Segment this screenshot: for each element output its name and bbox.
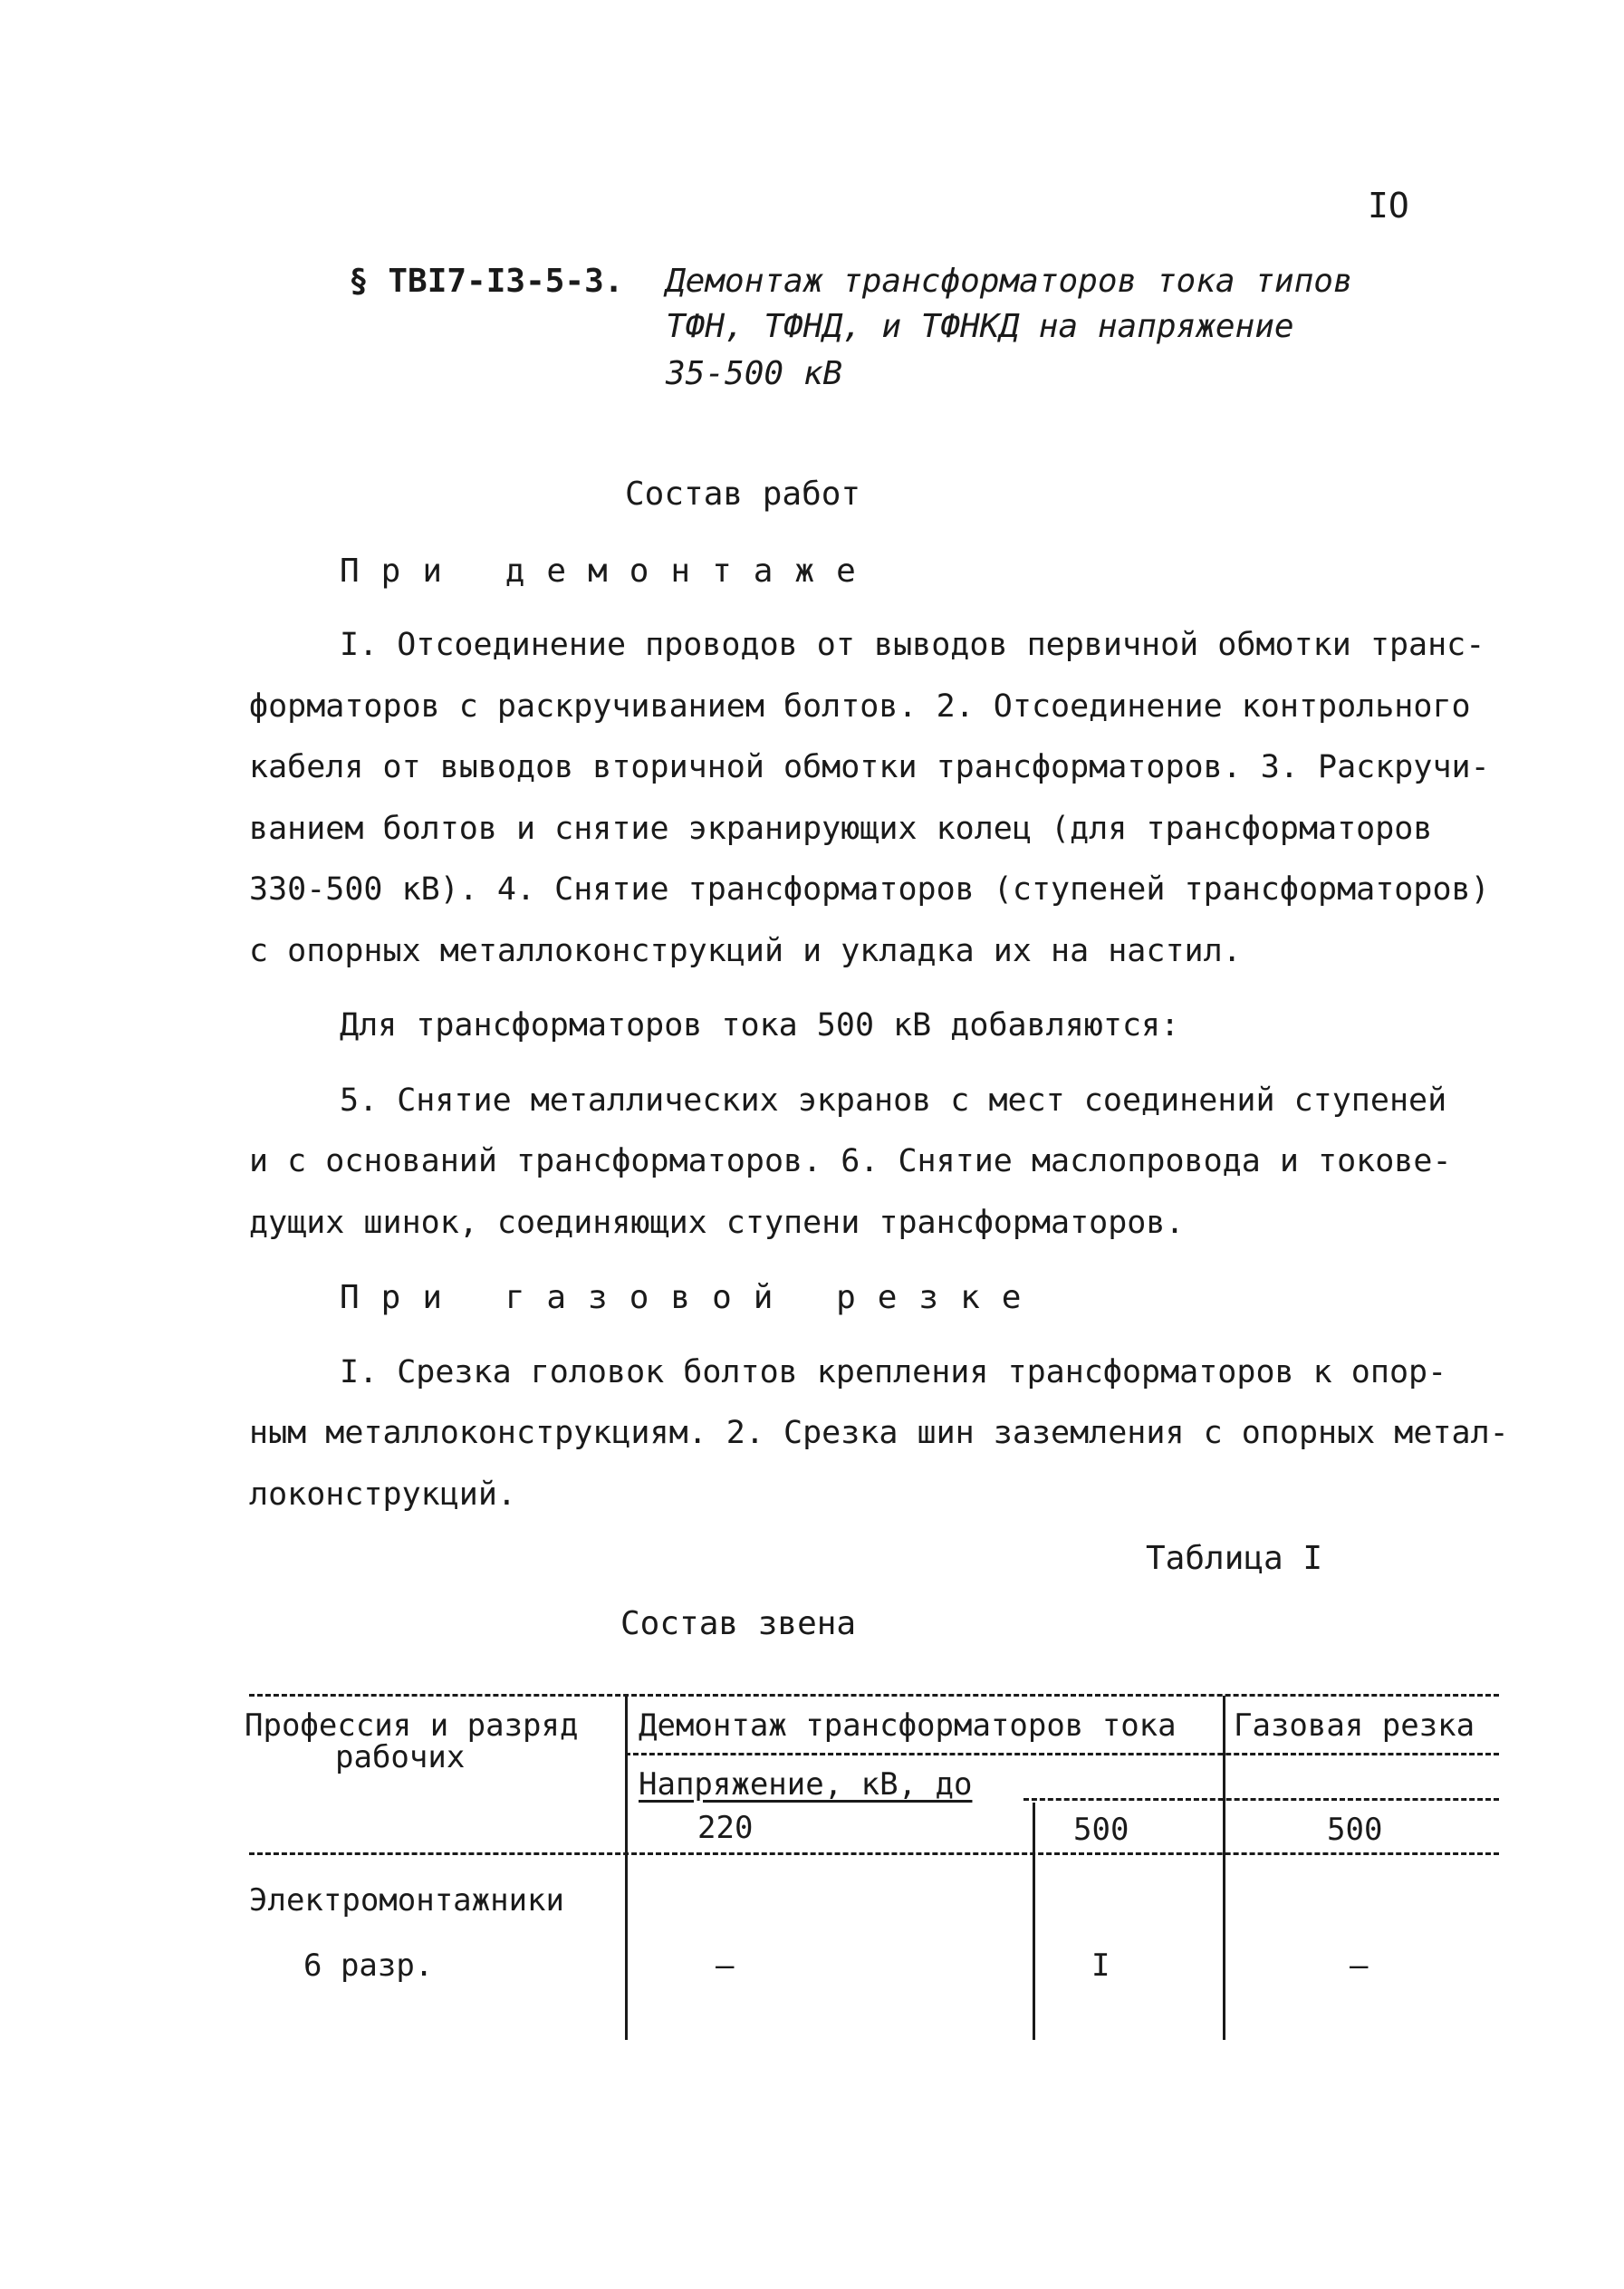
voltage-500-gas: 500 [1327,1812,1383,1848]
table-label: Таблица I [1146,1540,1323,1577]
dismantling-line-4: ванием болтов и снятие экранирующих колец (для трансформаторов [249,811,1433,847]
table-col-divider-1 [625,1696,628,2040]
voltage-500-dismantling: 500 [1073,1812,1129,1848]
dismantling-line-3: кабеля от выводов вторичной обмотки трансформаторов. 3. Раскручи- [249,749,1490,785]
header-gas-cutting: Газовая резка [1234,1707,1475,1744]
table-col-divider-3 [1223,1696,1225,2040]
dismantling-extra-line-2: и с оснований трансформаторов. 6. Снятие маслопровода и токове- [249,1143,1452,1179]
section-code: § ТВI7-I3-5-3. [349,263,624,300]
gas-cutting-subheading: При газовой резке [340,1279,1043,1316]
page-number: IO [1368,186,1409,226]
header-voltage: Напряжение, кВ, до [639,1766,973,1803]
gas-cutting-line-1: I. Срезка головок болтов крепления трансформаторов к опор- [340,1354,1447,1390]
dismantling-line-1: I. Отсоединение проводов от выводов первичной обмотки транс- [340,627,1485,663]
header-dismantling: Демонтаж трансформаторов тока [639,1707,1177,1744]
table-rule-voltage-right [1023,1798,1499,1801]
table-rule-under-dismantling [625,1753,1499,1755]
dismantling-extra-line-3: дущих шинок, соединяющих ступени трансформаторов. [249,1205,1185,1241]
section-title-line-3: 35-500 кВ [666,355,843,392]
dismantling-extra-intro: Для трансформаторов тока 500 кВ добавляются: [340,1007,1180,1044]
section-title-line-2: ТФН, ТФНД, и ТФНКД на напряжение [666,308,1294,345]
voltage-220: 220 [697,1810,754,1846]
row-profession: Электромонтажники [249,1882,564,1919]
row-value-gas: – [1350,1948,1369,1984]
dismantling-line-5: 330-500 кВ). 4. Снятие трансформаторов (ступеней трансформаторов) [249,871,1490,908]
table-title: Состав звена [620,1605,857,1642]
header-profession-line-2: рабочих [335,1739,466,1775]
row-value-220: – [716,1948,735,1984]
row-value-500: I [1091,1948,1110,1984]
dismantling-extra-line-1: 5. Снятие металлических экранов с мест соединений ступеней [340,1082,1447,1119]
table-col-divider-2 [1033,1803,1035,2040]
gas-cutting-line-3: локонструкций. [249,1476,517,1513]
dismantling-subheading: При демонтаже [340,553,878,590]
section-title-line-1: Демонтаж трансформаторов тока типов [666,263,1353,300]
table-border-top [249,1694,1499,1697]
work-heading: Состав работ [625,476,861,513]
header-profession-line-1: Профессия и разряд [245,1707,579,1744]
dismantling-line-2: форматоров с раскручиванием болтов. 2. Отсоединение контрольного [249,688,1471,725]
gas-cutting-line-2: ным металлоконструкциям. 2. Срезка шин заземления с опорных метал- [249,1415,1509,1451]
row-grade: 6 разр. [303,1948,434,1984]
table-header-bottom [249,1852,1499,1855]
dismantling-line-6: с опорных металлоконструкций и укладка их на настил. [249,933,1242,969]
